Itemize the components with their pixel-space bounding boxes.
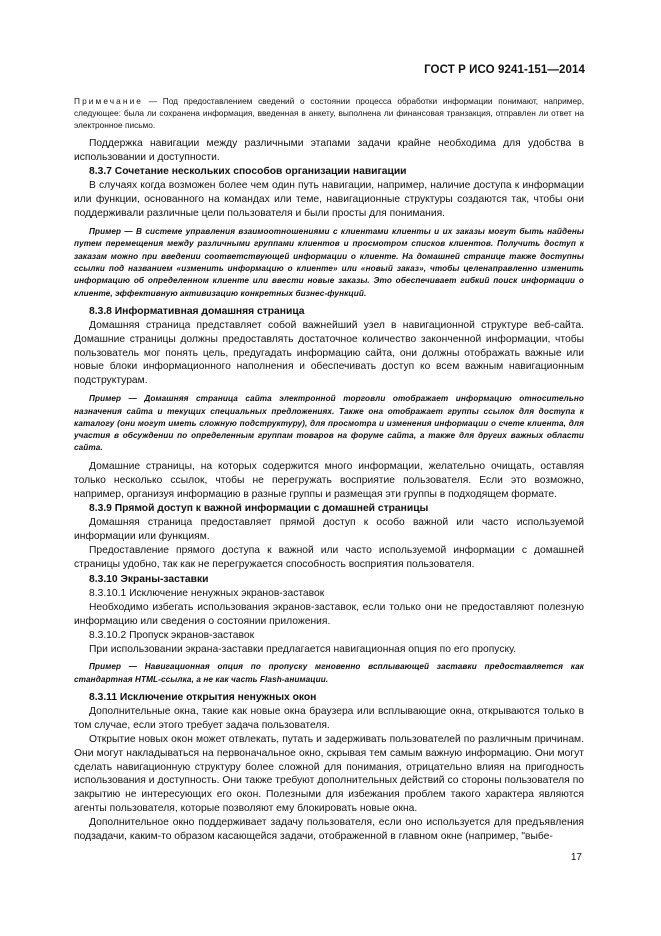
section-8-3-10-1-heading: 8.3.10.1 Исключение ненужных экранов-заставок: [89, 587, 325, 599]
section-8-3-10-2-heading: 8.3.10.2 Пропуск экранов-заставок: [89, 629, 255, 641]
section-8-3-11-heading: 8.3.11 Исключение открытия ненужных окон: [89, 692, 317, 704]
section-8-3-10-example: Пример — Навигационная опция по пропуску мгновенно всплывающей заставки предоставляется как стандартная HTML-ссылка, а не как часть Flash-анимации.: [74, 662, 584, 684]
section-8-3-8-heading: 8.3.8 Информативная домашняя страница: [89, 305, 305, 317]
section-8-3-9-paragraph: Домашняя страница предоставляет прямой доступ к особо важной или часто используемой информации или функциям.: [74, 517, 584, 543]
section-8-3-8-paragraph: Домашняя страница представляет собой важнейший узел в навигационной структуре веб-сайта. Домашние страницы должны предоставлять достаточное количество законченной информации, чтобы пользователь мог понять цель, предугадать информацию сайта, они должны отображать важные или новые блоки информационного наполнения и обеспечивать доступ ко всем важным навигационным подструктурам.: [74, 319, 584, 387]
section-8-3-10-heading: 8.3.10 Экраны-заставки: [89, 574, 209, 585]
note-label: Примечание: [74, 96, 144, 106]
section-8-3-11-paragraph-3: Дополнительное окно поддерживает задачу пользователя, если оно используется для предъявления подзадачи, каким-то образом касающейся задачи, отображенной в главном окне (например, "выбе-: [74, 817, 584, 843]
note-text: — Под предоставлением сведений о состоянии процесса обработки информации понимают, например, следующее: была ли сохранена информация, введенная в анкету, выполнена ли финансовая транзакция, отправлен ли ответ на электронное письмо.: [74, 96, 584, 131]
note-paragraph: [74, 95, 584, 132]
section-8-3-8-paragraph-2: Домашние страницы, на которых содержится много информации, желательно очищать, оставляя только несколько ссылок, чтобы не перегружать восприятие пользователя. Если это возможно, например, организуя информацию в разные группы и размещая эти группы в подходящем формате.: [74, 460, 584, 500]
section-8-3-11-paragraph-2: Открытие новых окон может отвлекать, путать и задерживать пользователей по различным причинам. Они могут накладываться на первоначальное окно, скрывая тем самым важную информацию. Они могут сделать навигационную структуру более сложной для понимания, отрицательно влияя на пригодность использования и доступность. Они также требуют дополнительных действий со стороны пользователя по закрытию не интересующих его окон. Полезными для избежания проблем такого характера являются агенты пользователя, которые позволяют ему блокировать новые окна.: [74, 733, 584, 815]
page-content: [74, 95, 584, 844]
intro-paragraph: Поддержка навигации между различными этапами задачи крайне необходима для удобства в использовании и доступности.: [74, 137, 584, 163]
section-8-3-11-paragraph: Дополнительные окна, такие как новые окна браузера или всплывающие окна, открываются только в том случае, если этого требует задача пользователя.: [74, 705, 584, 731]
section-8-3-10-2-paragraph: При использовании экрана-заставки предлагается навигационная опция по его пропуску.: [89, 643, 517, 655]
page-number: 17: [570, 852, 582, 863]
section-8-3-10-1-paragraph: Необходимо избегать использования экранов-заставок, если только они не предоставляют полезную информацию или сведения о состоянии приложения.: [74, 601, 584, 627]
section-8-3-7-paragraph: В случаях когда возможен более чем один путь навигации, например, наличие доступа к информации или функции, основанного на командах или теме, навигационные структуры создаются так, чтобы они поддерживали различные цели пользователя и были просты для понимания.: [74, 180, 584, 220]
standard-header: ГОСТ Р ИСО 9241-151—2014: [424, 64, 585, 76]
section-8-3-9-heading: 8.3.9 Прямой доступ к важной информации с домашней страницы: [89, 503, 429, 515]
section-8-3-9-paragraph-2: Предоставление прямого доступа к важной или часто используемой информации с домашней страницы удобно, так как не перегружается способность восприятия пользователя.: [74, 545, 584, 571]
section-8-3-7-example: Пример — В системе управления взаимоотношениями с клиентами клиенты и их заказы могут быть найдены путем перемещения между различными группами клиентов и просмотром списков клиентов. Получить доступ к заказам можно при введении соответствующей информации о клиенте. На домашней странице также доступны ссылки под названием «изменить информацию о клиенте» или «новый заказ», чтобы целенаправленно изменить информацию об определенном клиенте или ввести новые заказы. Это обеспечивает гибкий поиск информации о клиенте, эффективную активизацию конкретных бизнес-функций.: [74, 227, 584, 298]
section-8-3-8-example: Пример — Домашняя страница сайта электронной торговли отображает информацию относительно назначения сайта и текущих специальных предложениях. Также она отображает группы ссылок для доступа к каталогу (они могут иметь сложную подструктуру), для просмотра и изменения информации о счете клиента, для участия в обсуждении по определенным группам товаров на форуме сайта, а также для других важных области сайта.: [74, 394, 584, 453]
section-8-3-7-heading: 8.3.7 Сочетание нескольких способов организации навигации: [89, 166, 407, 178]
